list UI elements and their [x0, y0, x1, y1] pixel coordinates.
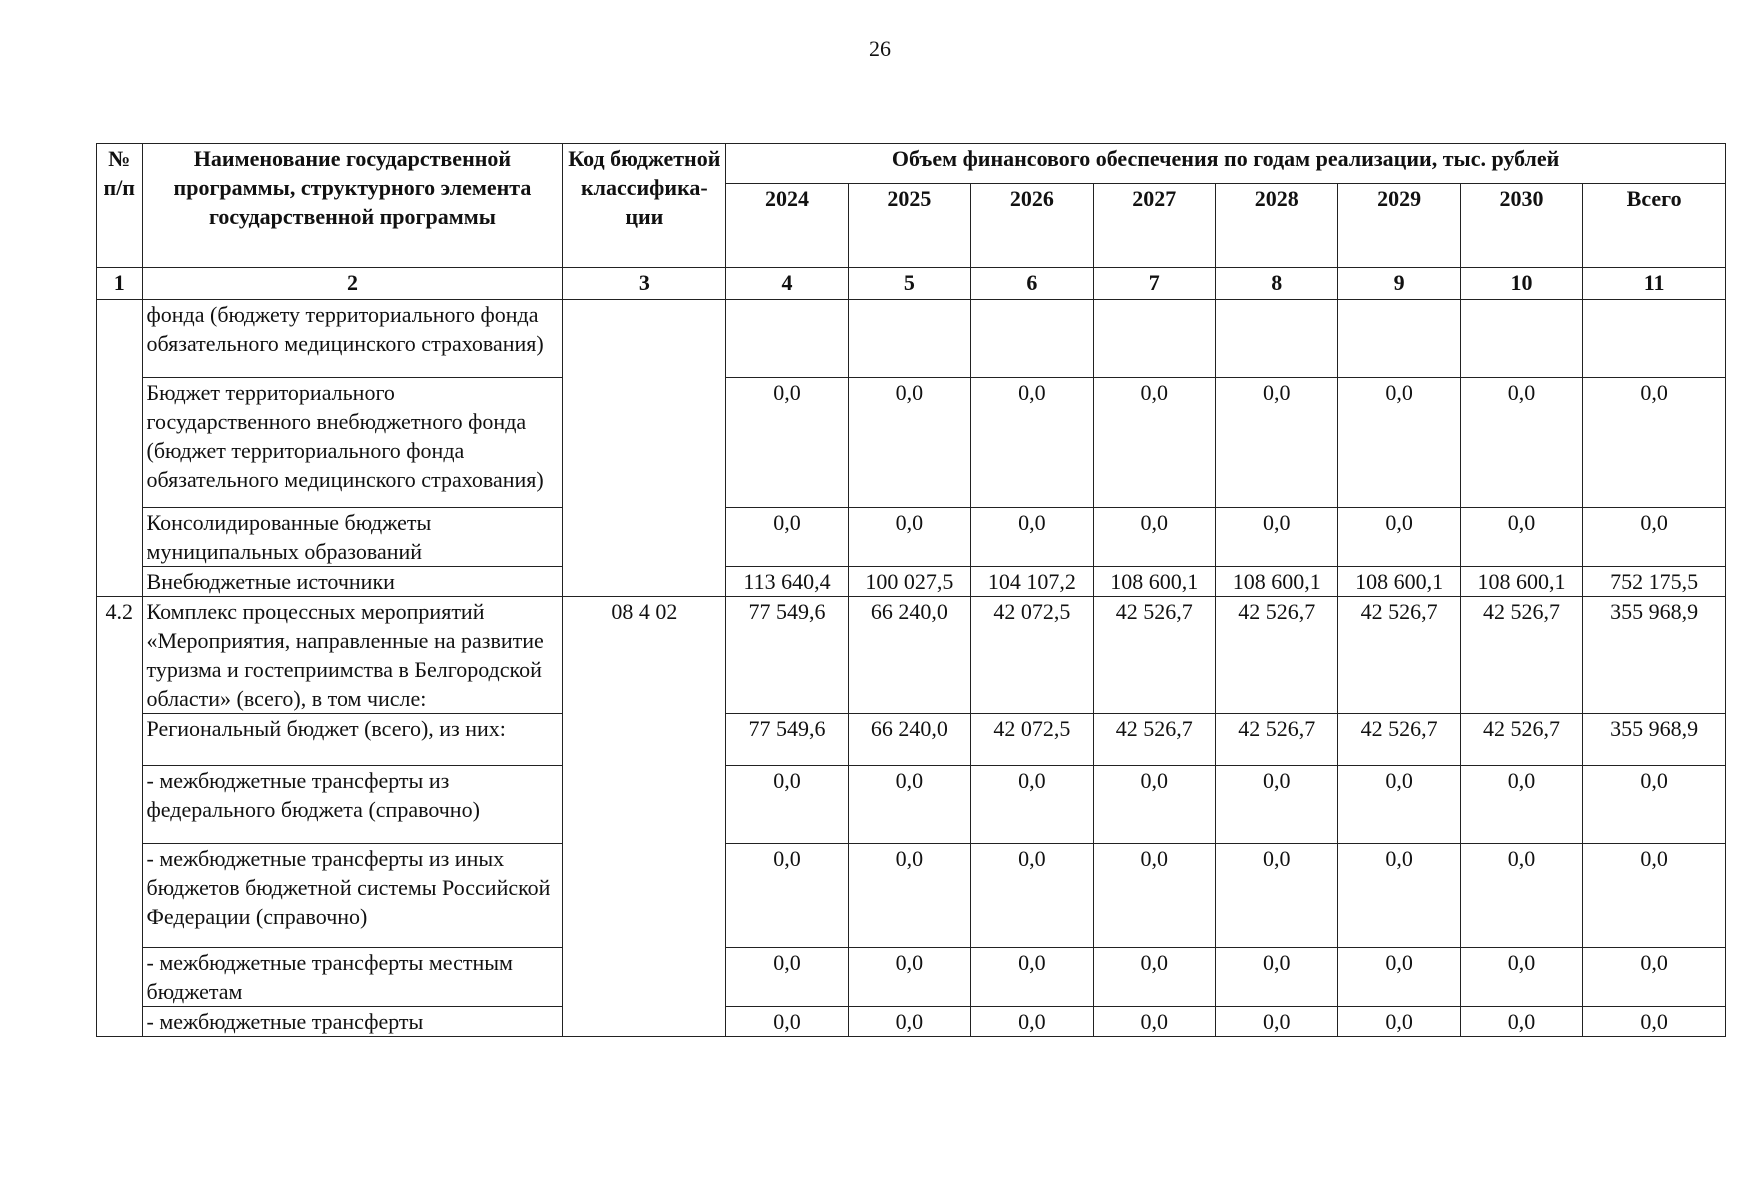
- header-column-number-5: 6: [971, 268, 1093, 300]
- row-name-cell: - межбюджетные трансферты из иных бюджетов бюджетной системы Российской Федерации (справочно): [142, 844, 563, 948]
- value-cell-2027: 0,0: [1093, 508, 1215, 567]
- value-cell-2024: 0,0: [726, 766, 848, 844]
- table-header: [97, 144, 1726, 300]
- value-cell-2026: 0,0: [971, 948, 1093, 1007]
- header-column-number-9: 10: [1460, 268, 1582, 300]
- value-cell-2026: 104 107,2: [971, 567, 1093, 597]
- value-cell-2027: 108 600,1: [1093, 567, 1215, 597]
- header-code: Код бюджетной классифика-ции: [563, 144, 726, 268]
- value-cell-2028: 0,0: [1215, 948, 1337, 1007]
- value-cell-2030: 0,0: [1460, 508, 1582, 567]
- value-cell-2024: 0,0: [726, 844, 848, 948]
- value-cell-2027: [1093, 300, 1215, 378]
- value-cell-2024: 77 549,6: [726, 597, 848, 714]
- header-column-numbers: [97, 268, 1726, 300]
- value-cell-2029: 0,0: [1338, 1007, 1460, 1037]
- value-cell-Всего: [1583, 300, 1726, 378]
- value-cell-2030: 0,0: [1460, 1007, 1582, 1037]
- row-name-cell: Региональный бюджет (всего), из них:: [142, 714, 563, 766]
- header-column-number-10: 11: [1583, 268, 1726, 300]
- value-cell-Всего: 0,0: [1583, 508, 1726, 567]
- value-cell-2029: 42 526,7: [1338, 714, 1460, 766]
- value-cell-2026: 42 072,5: [971, 597, 1093, 714]
- value-cell-Всего: 0,0: [1583, 1007, 1726, 1037]
- header-column-number-6: 7: [1093, 268, 1215, 300]
- value-cell-2029: 0,0: [1338, 508, 1460, 567]
- row-name-cell: Внебюджетные источники: [142, 567, 563, 597]
- value-cell-2027: 0,0: [1093, 948, 1215, 1007]
- value-cell-2026: 0,0: [971, 508, 1093, 567]
- value-cell-2030: 42 526,7: [1460, 597, 1582, 714]
- value-cell-2026: 0,0: [971, 766, 1093, 844]
- value-cell-2029: 0,0: [1338, 948, 1460, 1007]
- value-cell-2027: 42 526,7: [1093, 714, 1215, 766]
- value-cell-Всего: 355 968,9: [1583, 597, 1726, 714]
- value-cell-2027: 42 526,7: [1093, 597, 1215, 714]
- value-cell-2026: 42 072,5: [971, 714, 1093, 766]
- value-cell-2025: 0,0: [848, 1007, 970, 1037]
- table-row: [97, 766, 1726, 844]
- value-cell-Всего: 355 968,9: [1583, 714, 1726, 766]
- value-cell-2025: 66 240,0: [848, 597, 970, 714]
- value-cell-2027: 0,0: [1093, 378, 1215, 508]
- table-row: [97, 714, 1726, 766]
- value-cell-2025: 100 027,5: [848, 567, 970, 597]
- header-name: Наименование государственной программы, структурного элемента государственной программы: [142, 144, 563, 268]
- value-cell-2024: 113 640,4: [726, 567, 848, 597]
- header-year-0: 2024: [726, 184, 848, 268]
- value-cell-2028: 0,0: [1215, 508, 1337, 567]
- header-column-number-1: 2: [142, 268, 563, 300]
- value-cell-2025: [848, 300, 970, 378]
- value-cell-2028: 0,0: [1215, 766, 1337, 844]
- table-row: [97, 378, 1726, 508]
- value-cell-Всего: 0,0: [1583, 844, 1726, 948]
- header-year-2: 2026: [971, 184, 1093, 268]
- header-year-3: 2027: [1093, 184, 1215, 268]
- value-cell-2028: 42 526,7: [1215, 597, 1337, 714]
- table-row: [97, 567, 1726, 597]
- value-cell-2030: 0,0: [1460, 844, 1582, 948]
- header-year-6: 2030: [1460, 184, 1582, 268]
- value-cell-Всего: 0,0: [1583, 378, 1726, 508]
- row-name-cell: Бюджет территориального государственного внебюджетного фонда (бюджет территориального фонда обязательного медицинского страхования): [142, 378, 563, 508]
- value-cell-2025: 0,0: [848, 508, 970, 567]
- value-cell-2027: 0,0: [1093, 766, 1215, 844]
- value-cell-2025: 0,0: [848, 766, 970, 844]
- row-name-cell: фонда (бюджету территориального фонда обязательного медицинского страхования): [142, 300, 563, 378]
- header-year-1: 2025: [848, 184, 970, 268]
- page-number: 26: [869, 36, 891, 61]
- table-row: [97, 844, 1726, 948]
- value-cell-2025: 66 240,0: [848, 714, 970, 766]
- value-cell-2029: [1338, 300, 1460, 378]
- value-cell-2024: 0,0: [726, 948, 848, 1007]
- value-cell-2027: 0,0: [1093, 844, 1215, 948]
- value-cell-2030: 42 526,7: [1460, 714, 1582, 766]
- value-cell-2027: 0,0: [1093, 1007, 1215, 1037]
- row-name-cell: - межбюджетные трансферты: [142, 1007, 563, 1037]
- value-cell-Всего: 0,0: [1583, 948, 1726, 1007]
- value-cell-2024: 0,0: [726, 1007, 848, 1037]
- header-column-number-8: 9: [1338, 268, 1460, 300]
- row-name-cell: - межбюджетные трансферты из федерального бюджета (справочно): [142, 766, 563, 844]
- value-cell-2024: [726, 300, 848, 378]
- table-body: [97, 300, 1726, 1037]
- value-cell-2029: 0,0: [1338, 844, 1460, 948]
- row-number-cell: [97, 300, 143, 597]
- value-cell-2026: [971, 300, 1093, 378]
- header-year-4: 2028: [1215, 184, 1337, 268]
- value-cell-2028: 42 526,7: [1215, 714, 1337, 766]
- value-cell-2026: 0,0: [971, 844, 1093, 948]
- value-cell-2024: 0,0: [726, 378, 848, 508]
- header-funding: Объем финансового обеспечения по годам реализации, тыс. рублей: [726, 144, 1726, 184]
- header-column-number-7: 8: [1215, 268, 1337, 300]
- value-cell-2029: 0,0: [1338, 378, 1460, 508]
- value-cell-2028: 0,0: [1215, 1007, 1337, 1037]
- header-column-number-4: 5: [848, 268, 970, 300]
- table-row: [97, 948, 1726, 1007]
- table-row: [97, 300, 1726, 378]
- budget-code-cell: [563, 300, 726, 597]
- table-row: [97, 508, 1726, 567]
- header-year-5: 2029: [1338, 184, 1460, 268]
- table-row: [97, 597, 1726, 714]
- value-cell-2029: 42 526,7: [1338, 597, 1460, 714]
- value-cell-Всего: 0,0: [1583, 766, 1726, 844]
- header-column-number-2: 3: [563, 268, 726, 300]
- row-name-cell: - межбюджетные трансферты местным бюджетам: [142, 948, 563, 1007]
- budget-table: [96, 143, 1726, 1037]
- value-cell-2030: 0,0: [1460, 378, 1582, 508]
- value-cell-2028: 0,0: [1215, 844, 1337, 948]
- row-name-cell: Комплекс процессных мероприятий «Мероприятия, направленные на развитие туризма и гостеприимства в Белгородской области» (всего), в том числе:: [142, 597, 563, 714]
- value-cell-2028: 0,0: [1215, 378, 1337, 508]
- row-number-cell: 4.2: [97, 597, 143, 1037]
- value-cell-2029: 0,0: [1338, 766, 1460, 844]
- value-cell-2024: 77 549,6: [726, 714, 848, 766]
- value-cell-2030: 0,0: [1460, 766, 1582, 844]
- value-cell-Всего: 752 175,5: [1583, 567, 1726, 597]
- value-cell-2028: [1215, 300, 1337, 378]
- header-column-number-3: 4: [726, 268, 848, 300]
- table-row: [97, 1007, 1726, 1037]
- header-num: № п/п: [97, 144, 143, 268]
- value-cell-2024: 0,0: [726, 508, 848, 567]
- value-cell-2030: 108 600,1: [1460, 567, 1582, 597]
- value-cell-2026: 0,0: [971, 1007, 1093, 1037]
- value-cell-2030: [1460, 300, 1582, 378]
- value-cell-2028: 108 600,1: [1215, 567, 1337, 597]
- header-year-7: Всего: [1583, 184, 1726, 268]
- value-cell-2025: 0,0: [848, 378, 970, 508]
- row-name-cell: Консолидированные бюджеты муниципальных образований: [142, 508, 563, 567]
- value-cell-2025: 0,0: [848, 844, 970, 948]
- value-cell-2025: 0,0: [848, 948, 970, 1007]
- value-cell-2026: 0,0: [971, 378, 1093, 508]
- header-column-number-0: 1: [97, 268, 143, 300]
- value-cell-2029: 108 600,1: [1338, 567, 1460, 597]
- budget-code-cell: 08 4 02: [563, 597, 726, 1037]
- value-cell-2030: 0,0: [1460, 948, 1582, 1007]
